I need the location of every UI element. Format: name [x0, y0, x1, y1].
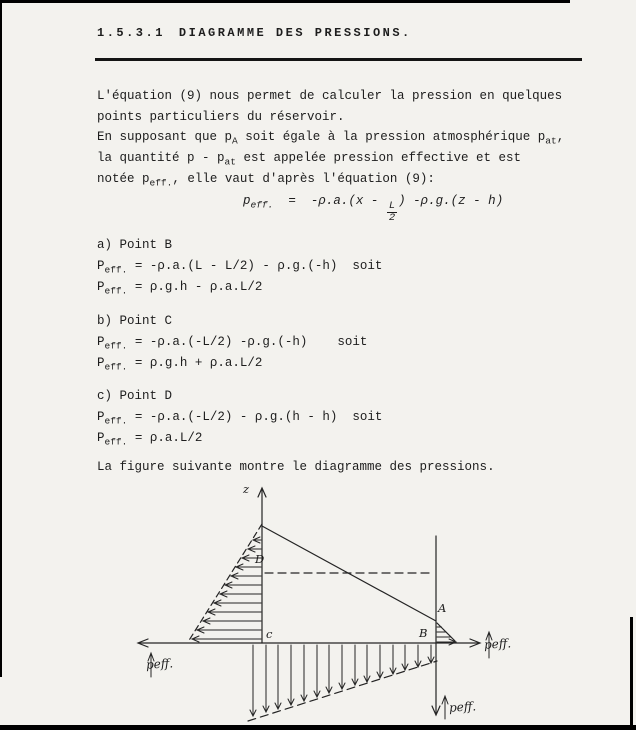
section-heading	[97, 27, 412, 40]
point-c-eq1: $P_{eff.} = -\rho.a.(-L/2) - \rho.g.(h - h)$ soit	[97, 410, 383, 427]
bottom-dashed-diagonal	[248, 661, 437, 721]
peff-axis-label-left: peff.	[145, 656, 174, 672]
point-b-eq2: $P_{eff.} = \rho.g.h + \rho.a.L/2$	[97, 356, 263, 373]
scan-edge-left	[0, 0, 2, 677]
subscript-at: at	[224, 156, 236, 168]
z-axis-label: z	[243, 482, 250, 496]
intro-line-1: L'équation (9) nous permet de calculer la pression en quelques	[97, 89, 563, 103]
point-c-heading: c) Point D	[97, 389, 173, 403]
assumption-line-1: En supposant que $p_A$ soit égale à la pression atmosphérique $p_{at}$,	[97, 130, 565, 147]
x-axis-left-arrow-icon	[138, 639, 148, 647]
subscript-at: at	[545, 135, 557, 147]
right-triangle-hatch-lines	[437, 627, 456, 645]
point-a-label: A	[438, 601, 447, 615]
fraction-L-over-2: $\frac{L}{2}$	[388, 200, 396, 225]
peff-axis-label-right: peff.	[483, 636, 512, 652]
axis-direction-arrow	[442, 696, 448, 719]
point-a-heading: a) Point B	[97, 238, 173, 252]
intro-line-2: points particuliers du réservoir.	[97, 110, 345, 124]
figure-caption: La figure suivante montre le diagramme des pressions.	[97, 460, 495, 474]
scan-edge-right	[630, 617, 633, 727]
section-number: 1.5.3.1	[97, 26, 165, 40]
subscript-eff: eff.	[250, 199, 274, 211]
peff-axis-label-bottom: peff.	[448, 699, 477, 715]
point-c-label: c	[266, 627, 273, 641]
assumption-line-3: notée $p_{eff.}$, elle vaut d'après l'équation (9):	[97, 172, 435, 189]
point-d-label: D	[255, 552, 265, 566]
bottom-pressure-arrows	[250, 645, 434, 716]
left-triangle-hypotenuse-dashed	[188, 524, 265, 642]
right-wall-bottom-arrow-icon	[432, 706, 440, 715]
scan-edge-top	[0, 0, 570, 3]
x-axis-right-arrow-icon	[470, 639, 480, 647]
point-a-eq1: $P_{eff.} = -\rho.a.(L - L/2) - \rho.g.(-h)$ soit	[97, 259, 383, 276]
assumption-line-2: la quantité p - $p_{at}$ est appelée pression effective et est	[97, 151, 521, 168]
main-equation: $p_{eff.} = -\rho.a.(x$ - $\frac{L}{2}$ ) -ρ.g.(z - h)	[243, 194, 504, 225]
left-triangle-hatch-arrows	[192, 537, 261, 642]
point-b-heading: b) Point C	[97, 314, 173, 328]
pressure-slant-line	[262, 526, 436, 621]
point-b-label: B	[419, 626, 428, 640]
scan-edge-bottom	[0, 725, 636, 730]
title-rule	[95, 58, 582, 61]
point-c-eq2: $P_{eff.} = \rho.a.L/2$	[97, 431, 203, 448]
section-title: DIAGRAMME DES PRESSIONS.	[178, 26, 412, 40]
subscript-eff: eff.	[149, 177, 173, 189]
right-triangle-edge	[437, 623, 455, 641]
z-axis-arrow-icon	[258, 488, 266, 497]
point-b-eq1: $P_{eff.} = -\rho.a.(-L/2)$ -ρ.g.(-h) soit	[97, 335, 368, 352]
point-a-eq2: $P_{eff.} = \rho.g.h - \rho.a.L/2$	[97, 280, 263, 297]
subscript-A: A	[232, 135, 238, 147]
